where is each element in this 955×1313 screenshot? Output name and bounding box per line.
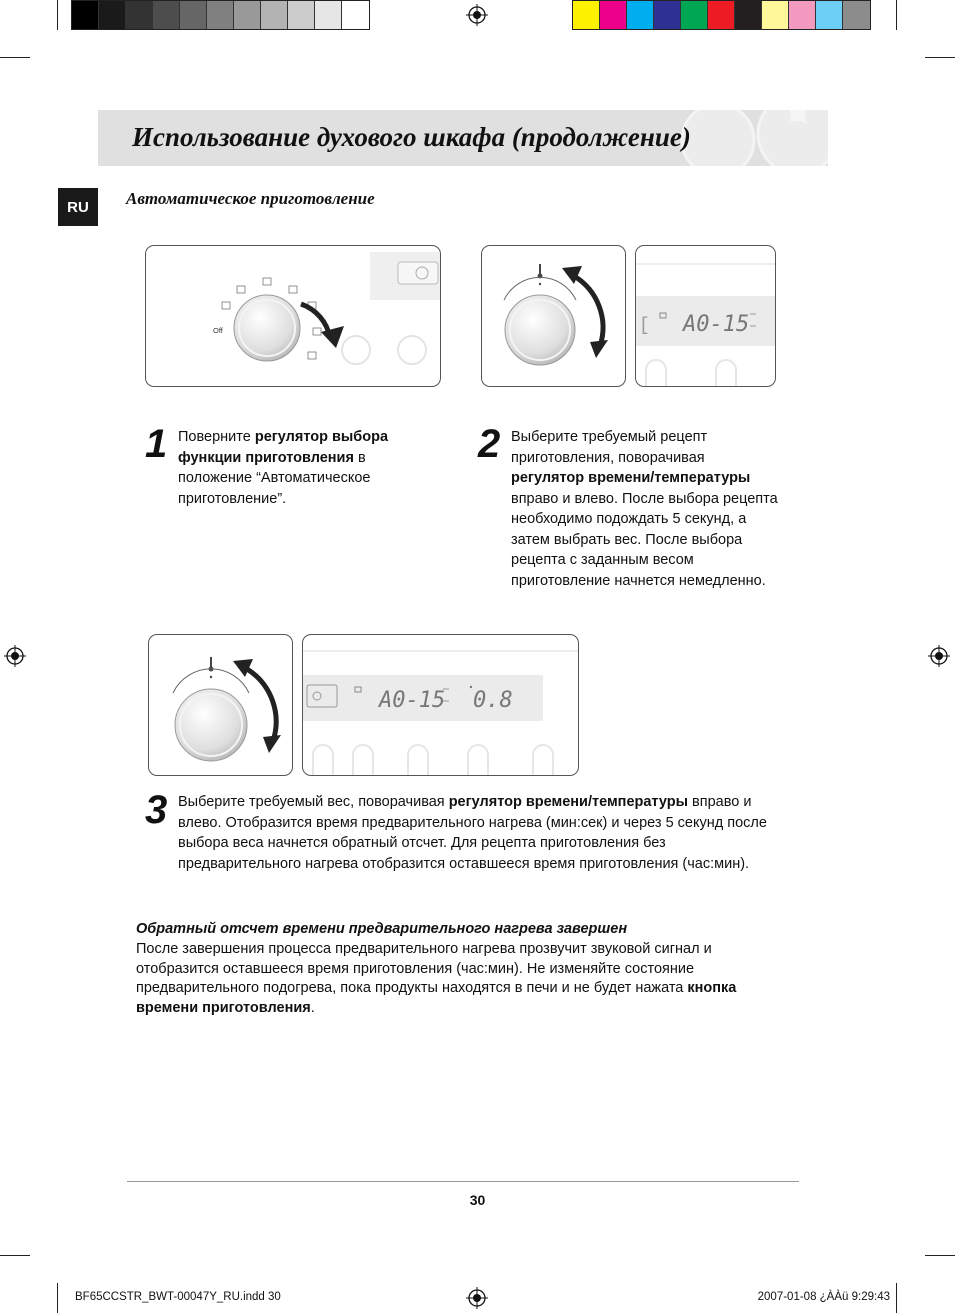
color-swatch xyxy=(342,1,369,29)
color-swatch xyxy=(180,1,207,29)
recipe-display-readout: A0-15 xyxy=(683,312,750,337)
color-swatch xyxy=(261,1,288,29)
grayscale-color-bar xyxy=(71,0,370,30)
color-swatch xyxy=(681,1,708,29)
crop-mark xyxy=(0,57,30,58)
registration-mark-icon xyxy=(928,645,950,667)
color-swatch xyxy=(288,1,315,29)
figure-display-recipe xyxy=(635,245,776,387)
registration-mark-icon xyxy=(466,1287,488,1309)
color-swatch xyxy=(789,1,816,29)
figure-display-weight xyxy=(302,634,579,776)
step-1-number: 1 xyxy=(145,422,168,466)
thermometer-icon xyxy=(538,264,543,279)
color-swatch xyxy=(153,1,180,29)
color-swatch xyxy=(654,1,681,29)
step-2-text: Выберите требуемый рецепт приготовления, поворачивая регулятор времени/температуры вправо и влево. После выбора рецепта необходимо подождать 5 секунд, а затем выбрать вес. После выбора рецепта с заданным весом приготовление начнется немедленно. xyxy=(511,429,778,589)
registration-mark-icon xyxy=(466,4,488,26)
crop-mark xyxy=(0,1255,30,1256)
section-title: Автоматическое приготовление xyxy=(126,189,375,208)
svg-text:[: [ xyxy=(639,316,650,336)
figure-function-selector xyxy=(145,245,441,387)
tomato-watermark-icon xyxy=(678,110,828,166)
color-swatch xyxy=(72,1,99,29)
color-swatch xyxy=(816,1,843,29)
color-swatch xyxy=(207,1,234,29)
title-bar xyxy=(98,110,828,166)
crop-mark xyxy=(57,1283,58,1313)
crop-mark xyxy=(896,0,897,30)
figure-weight-knob xyxy=(148,634,293,776)
step-3-text: Выберите требуемый вес, поворачивая регулятор времени/температуры вправо и влево. Отобразится время предварительного нагрева (мин:сек) и через 5 секунд после выбора веса начнется обратный отсчет. Для рецепта приготовления без предварительного нагрева отобразится оставшееся время приготовления (час:мин). xyxy=(178,794,767,872)
knob-off-label: Off xyxy=(213,326,223,335)
step-1-text: Поверните регулятор выбора функции приготовления в положение “Автоматическое приготовление”. xyxy=(178,429,389,507)
color-swatch xyxy=(315,1,342,29)
color-swatch xyxy=(627,1,654,29)
color-swatch xyxy=(735,1,762,29)
color-swatch xyxy=(762,1,789,29)
function-knob-illustration xyxy=(146,246,441,387)
color-swatch xyxy=(843,1,870,29)
page-number: 30 xyxy=(469,1192,486,1208)
file-slug: BF65CCSTR_BWT-00047Y_RU.indd 30 xyxy=(75,1291,281,1303)
page-title: Использование духового шкафа (продолжение) xyxy=(132,122,691,152)
process-color-bar xyxy=(572,0,871,30)
registration-mark-icon xyxy=(4,645,26,667)
step-3-number: 3 xyxy=(145,788,168,832)
crop-mark xyxy=(925,57,955,58)
figure-time-temp-knob xyxy=(481,245,626,387)
color-swatch xyxy=(600,1,627,29)
color-swatch xyxy=(573,1,600,29)
step-2-number: 2 xyxy=(478,422,501,466)
color-swatch xyxy=(126,1,153,29)
footer-rule xyxy=(127,1181,799,1182)
note-text: После завершения процесса предварительного нагрева прозвучит звуковой сигнал и отобразится оставшееся время приготовления (час:мин). Не изменяйте состояние предварительного подогрева, пока продукты находятся в печи и не будет нажата кнопка времени приготовления. xyxy=(136,941,737,1016)
color-swatch xyxy=(99,1,126,29)
weight-display-readout: 0.8 xyxy=(473,688,513,713)
note-title: Обратный отсчет времени предварительного нагрева завершен xyxy=(136,921,628,937)
color-swatch xyxy=(234,1,261,29)
color-swatch xyxy=(708,1,735,29)
crop-mark xyxy=(896,1283,897,1313)
print-timestamp: 2007-01-08 ¿ÀÀü 9:29:43 xyxy=(757,1291,890,1303)
preheat-display-readout: A0-15 xyxy=(379,688,446,713)
crop-mark xyxy=(57,0,58,30)
language-tab: RU xyxy=(58,188,98,226)
crop-mark xyxy=(925,1255,955,1256)
